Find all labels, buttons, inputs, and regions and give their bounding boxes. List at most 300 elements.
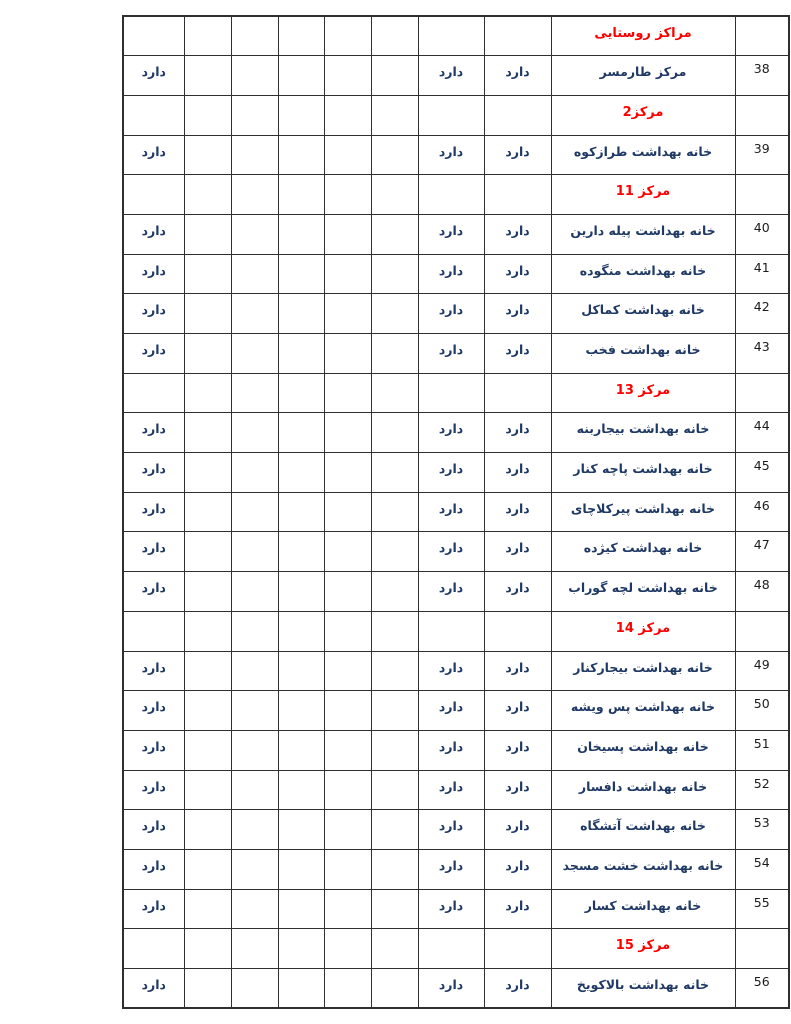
empty-cell — [371, 651, 418, 691]
availability-cell — [484, 611, 551, 651]
availability-value: دارد — [438, 302, 464, 318]
empty-cell — [184, 334, 231, 374]
availability-value: دارد — [141, 143, 166, 159]
section-row — [123, 16, 789, 56]
availability-value: دارد — [141, 540, 166, 556]
availability-value: دارد — [141, 421, 166, 437]
availability-value: دارد — [438, 699, 464, 715]
availability-cell — [418, 810, 484, 850]
availability-value: دارد — [141, 461, 166, 477]
empty-cell — [278, 691, 324, 731]
empty-cell — [324, 929, 371, 969]
section-row — [123, 929, 789, 969]
facility-name-cell — [551, 889, 735, 929]
availability-cell — [484, 532, 551, 572]
row-number: 39 — [753, 140, 770, 156]
availability-value: دارد — [141, 738, 166, 754]
availability-value: دارد — [141, 699, 166, 715]
row-number-cell — [735, 95, 789, 135]
facility-name: خانه بهداشت دافسار — [578, 778, 708, 794]
empty-cell — [278, 95, 324, 135]
availability-cell — [484, 214, 551, 254]
section-title: مرکز 15 — [615, 938, 671, 954]
availability-value: دارد — [141, 659, 166, 675]
availability-cell — [418, 175, 484, 215]
empty-cell — [371, 611, 418, 651]
availability-cell — [484, 16, 551, 56]
availability-cell — [484, 810, 551, 850]
facility-name-cell — [551, 453, 735, 493]
availability-value: دارد — [438, 778, 464, 794]
availability-value: دارد — [141, 64, 166, 80]
data-row — [123, 849, 789, 889]
row-number-cell — [735, 889, 789, 929]
row-number-cell — [735, 770, 789, 810]
availability-cell — [418, 294, 484, 334]
empty-cell — [324, 56, 371, 96]
facility-name: خانه بهداشت پیرکلاچای — [570, 500, 716, 516]
availability-cell — [418, 95, 484, 135]
availability-value: دارد — [505, 738, 530, 754]
availability-cell — [484, 254, 551, 294]
facility-name-cell — [551, 849, 735, 889]
availability-cell — [123, 135, 184, 175]
availability-value: دارد — [438, 342, 464, 357]
empty-cell — [371, 413, 418, 453]
facility-name: خانه بهداشت پسیخان — [577, 738, 709, 754]
empty-cell — [184, 770, 231, 810]
data-row — [123, 254, 789, 294]
empty-cell — [231, 373, 278, 413]
availability-value: دارد — [505, 500, 530, 516]
availability-value: دارد — [141, 977, 166, 992]
availability-cell — [418, 849, 484, 889]
empty-cell — [324, 969, 371, 1009]
row-number-cell — [735, 254, 789, 294]
empty-cell — [278, 969, 324, 1009]
empty-cell — [184, 294, 231, 334]
section-title: مرکز 14 — [615, 620, 671, 636]
availability-cell — [484, 334, 551, 374]
row-number: 41 — [753, 259, 770, 275]
availability-cell — [484, 691, 551, 731]
row-number: 56 — [753, 974, 770, 989]
availability-cell — [123, 810, 184, 850]
availability-cell — [484, 651, 551, 691]
facility-name-cell — [551, 572, 735, 612]
empty-cell — [278, 849, 324, 889]
data-row — [123, 691, 789, 731]
facility-name-cell — [551, 730, 735, 770]
availability-cell — [484, 294, 551, 334]
empty-cell — [278, 214, 324, 254]
availability-cell — [484, 56, 551, 96]
availability-cell — [484, 135, 551, 175]
section-row — [123, 175, 789, 215]
empty-cell — [371, 730, 418, 770]
empty-cell — [184, 16, 231, 56]
empty-cell — [184, 254, 231, 294]
availability-value: دارد — [505, 580, 530, 596]
empty-cell — [324, 572, 371, 612]
availability-value: دارد — [505, 302, 530, 318]
availability-cell — [418, 651, 484, 691]
empty-cell — [231, 334, 278, 374]
data-row — [123, 492, 789, 532]
facility-name-cell — [551, 492, 735, 532]
availability-cell — [484, 95, 551, 135]
empty-cell — [371, 56, 418, 96]
availability-cell — [418, 691, 484, 731]
empty-cell — [371, 95, 418, 135]
empty-cell — [324, 691, 371, 731]
section-title-cell — [551, 611, 735, 651]
facility-name-cell — [551, 214, 735, 254]
availability-cell — [484, 730, 551, 770]
empty-cell — [231, 16, 278, 56]
availability-value: دارد — [141, 262, 166, 278]
row-number: 55 — [753, 894, 770, 910]
empty-cell — [231, 651, 278, 691]
data-row — [123, 532, 789, 572]
availability-value: دارد — [505, 461, 530, 477]
availability-value: دارد — [438, 262, 464, 278]
availability-cell — [123, 334, 184, 374]
empty-cell — [371, 294, 418, 334]
data-row — [123, 969, 789, 1009]
section-title: مرکز 11 — [615, 184, 671, 200]
facility-name-cell — [551, 969, 735, 1009]
row-number: 38 — [753, 61, 770, 77]
facility-name: خانه بهداشت پس ویشه — [570, 699, 716, 715]
availability-value: دارد — [438, 818, 464, 834]
empty-cell — [324, 651, 371, 691]
empty-cell — [278, 532, 324, 572]
empty-cell — [371, 969, 418, 1009]
row-number-cell — [735, 56, 789, 96]
empty-cell — [371, 810, 418, 850]
data-row — [123, 730, 789, 770]
empty-cell — [371, 453, 418, 493]
row-number-cell — [735, 810, 789, 850]
data-row — [123, 294, 789, 334]
data-row — [123, 334, 789, 374]
availability-value: دارد — [438, 857, 464, 873]
data-row — [123, 135, 789, 175]
empty-cell — [278, 334, 324, 374]
empty-cell — [324, 492, 371, 532]
availability-cell — [123, 651, 184, 691]
data-row — [123, 572, 789, 612]
empty-cell — [324, 135, 371, 175]
availability-value: دارد — [438, 143, 464, 159]
availability-value: دارد — [505, 818, 530, 834]
empty-cell — [184, 611, 231, 651]
facility-name-cell — [551, 135, 735, 175]
row-number: 45 — [753, 458, 770, 474]
row-number-cell — [735, 214, 789, 254]
row-number-cell — [735, 651, 789, 691]
availability-cell — [123, 453, 184, 493]
facility-name: خانه بهداشت فخب — [585, 342, 701, 357]
empty-cell — [278, 492, 324, 532]
empty-cell — [184, 849, 231, 889]
section-title: مراکز روستایی — [594, 26, 692, 41]
row-number: 40 — [753, 219, 770, 235]
empty-cell — [184, 889, 231, 929]
empty-cell — [231, 214, 278, 254]
availability-cell — [123, 492, 184, 532]
facility-name-cell — [551, 413, 735, 453]
empty-cell — [371, 849, 418, 889]
availability-value: دارد — [438, 64, 464, 80]
facility-name: خانه بهداشت آتشگاه — [580, 818, 706, 834]
row-number-cell — [735, 969, 789, 1009]
availability-value: دارد — [505, 778, 530, 794]
availability-cell — [123, 214, 184, 254]
empty-cell — [231, 730, 278, 770]
availability-value: دارد — [505, 540, 530, 556]
row-number-cell — [735, 691, 789, 731]
empty-cell — [371, 492, 418, 532]
empty-cell — [184, 135, 231, 175]
availability-cell — [418, 969, 484, 1009]
empty-cell — [231, 929, 278, 969]
availability-value: دارد — [505, 659, 530, 675]
empty-cell — [231, 532, 278, 572]
availability-value: دارد — [141, 857, 166, 873]
availability-cell — [418, 770, 484, 810]
data-row — [123, 453, 789, 493]
availability-cell — [418, 453, 484, 493]
empty-cell — [184, 691, 231, 731]
row-number-cell — [735, 175, 789, 215]
section-title-cell — [551, 373, 735, 413]
data-row — [123, 413, 789, 453]
empty-cell — [231, 453, 278, 493]
section-title: مرکز2 — [622, 104, 664, 120]
availability-value: دارد — [438, 500, 464, 516]
facility-name-cell — [551, 254, 735, 294]
availability-value: دارد — [141, 818, 166, 834]
row-number: 53 — [753, 815, 770, 831]
empty-cell — [371, 334, 418, 374]
empty-cell — [278, 730, 324, 770]
availability-value: دارد — [141, 897, 166, 913]
row-number-cell — [735, 532, 789, 572]
empty-cell — [231, 849, 278, 889]
empty-cell — [184, 532, 231, 572]
empty-cell — [278, 889, 324, 929]
empty-cell — [184, 969, 231, 1009]
empty-cell — [324, 16, 371, 56]
facility-name: مرکز طارمسر — [599, 64, 687, 80]
availability-value: دارد — [141, 500, 166, 516]
facility-name: خانه بهداشت لچه گوراب — [568, 580, 718, 596]
row-number-cell — [735, 453, 789, 493]
availability-value: دارد — [438, 540, 464, 556]
availability-value: دارد — [438, 897, 464, 913]
row-number-cell — [735, 849, 789, 889]
row-number: 46 — [753, 497, 770, 513]
facility-name-cell — [551, 56, 735, 96]
row-number: 51 — [753, 735, 770, 751]
empty-cell — [278, 929, 324, 969]
availability-cell — [418, 889, 484, 929]
availability-cell — [484, 889, 551, 929]
availability-cell — [418, 214, 484, 254]
availability-value: دارد — [141, 580, 166, 596]
empty-cell — [184, 214, 231, 254]
empty-cell — [184, 413, 231, 453]
empty-cell — [184, 810, 231, 850]
availability-value: دارد — [505, 64, 530, 80]
row-number-cell — [735, 730, 789, 770]
availability-cell — [484, 849, 551, 889]
facility-name: خانه بهداشت منگوده — [579, 262, 707, 278]
empty-cell — [371, 135, 418, 175]
empty-cell — [184, 373, 231, 413]
availability-value: دارد — [438, 738, 464, 754]
availability-value: دارد — [438, 977, 464, 992]
availability-value: دارد — [505, 262, 530, 278]
empty-cell — [231, 294, 278, 334]
availability-value: دارد — [438, 461, 464, 477]
empty-cell — [324, 532, 371, 572]
availability-cell — [418, 572, 484, 612]
empty-cell — [371, 572, 418, 612]
empty-cell — [324, 611, 371, 651]
row-number-cell — [735, 572, 789, 612]
empty-cell — [324, 334, 371, 374]
empty-cell — [184, 730, 231, 770]
empty-cell — [278, 254, 324, 294]
empty-cell — [371, 16, 418, 56]
empty-cell — [231, 611, 278, 651]
availability-cell — [418, 929, 484, 969]
availability-cell — [484, 770, 551, 810]
empty-cell — [231, 889, 278, 929]
empty-cell — [371, 175, 418, 215]
row-number: 42 — [753, 299, 770, 315]
availability-cell — [123, 770, 184, 810]
empty-cell — [324, 254, 371, 294]
empty-cell — [324, 373, 371, 413]
empty-cell — [231, 56, 278, 96]
row-number-cell — [735, 334, 789, 374]
availability-cell — [123, 56, 184, 96]
facility-name: خانه بهداشت کیژده — [583, 540, 703, 556]
availability-value: دارد — [438, 222, 464, 238]
empty-cell — [371, 254, 418, 294]
availability-value: دارد — [505, 977, 530, 992]
empty-cell — [184, 572, 231, 612]
availability-cell — [123, 889, 184, 929]
health-centers-table — [122, 15, 790, 1009]
empty-cell — [184, 95, 231, 135]
table-body — [123, 16, 789, 1008]
availability-cell — [418, 492, 484, 532]
row-number: 47 — [753, 537, 770, 553]
availability-cell — [123, 373, 184, 413]
availability-cell — [418, 532, 484, 572]
availability-cell — [484, 492, 551, 532]
section-row — [123, 611, 789, 651]
row-number-cell — [735, 294, 789, 334]
availability-value: دارد — [505, 421, 530, 437]
empty-cell — [231, 969, 278, 1009]
availability-cell — [484, 453, 551, 493]
availability-value: دارد — [505, 143, 530, 159]
section-title-cell — [551, 929, 735, 969]
availability-value: دارد — [438, 421, 464, 437]
availability-cell — [123, 969, 184, 1009]
row-number-cell — [735, 492, 789, 532]
empty-cell — [371, 532, 418, 572]
empty-cell — [231, 254, 278, 294]
availability-cell — [123, 849, 184, 889]
empty-cell — [231, 413, 278, 453]
empty-cell — [231, 572, 278, 612]
availability-cell — [484, 175, 551, 215]
facility-name-cell — [551, 810, 735, 850]
empty-cell — [184, 175, 231, 215]
availability-value: دارد — [438, 659, 464, 675]
availability-cell — [123, 532, 184, 572]
facility-name-cell — [551, 334, 735, 374]
empty-cell — [278, 413, 324, 453]
availability-value: دارد — [505, 897, 530, 913]
availability-value: دارد — [505, 342, 530, 357]
empty-cell — [371, 373, 418, 413]
availability-cell — [418, 16, 484, 56]
facility-name-cell — [551, 691, 735, 731]
section-row — [123, 95, 789, 135]
availability-value: دارد — [141, 778, 166, 794]
empty-cell — [324, 810, 371, 850]
section-title-cell — [551, 16, 735, 56]
empty-cell — [324, 849, 371, 889]
facility-name: خانه بهداشت پیله دارین — [570, 222, 716, 238]
facility-name: خانه بهداشت خشت مسجد — [562, 857, 724, 873]
availability-cell — [123, 691, 184, 731]
availability-cell — [484, 969, 551, 1009]
facility-name: خانه بهداشت پاچه کنار — [573, 461, 713, 477]
availability-cell — [418, 135, 484, 175]
facility-name: خانه بهداشت طرازکوه — [573, 143, 713, 159]
empty-cell — [278, 810, 324, 850]
empty-cell — [371, 691, 418, 731]
availability-cell — [123, 413, 184, 453]
facility-name-cell — [551, 651, 735, 691]
availability-cell — [123, 294, 184, 334]
empty-cell — [231, 691, 278, 731]
availability-value: دارد — [505, 222, 530, 238]
row-number: 44 — [753, 418, 770, 434]
row-number: 49 — [753, 656, 770, 672]
row-number: 52 — [753, 775, 770, 791]
empty-cell — [231, 770, 278, 810]
empty-cell — [278, 56, 324, 96]
availability-cell — [418, 373, 484, 413]
facility-name: خانه بهداشت بالاکویخ — [576, 977, 710, 992]
data-row — [123, 770, 789, 810]
empty-cell — [324, 95, 371, 135]
empty-cell — [184, 453, 231, 493]
availability-cell — [123, 175, 184, 215]
empty-cell — [324, 453, 371, 493]
availability-cell — [484, 413, 551, 453]
